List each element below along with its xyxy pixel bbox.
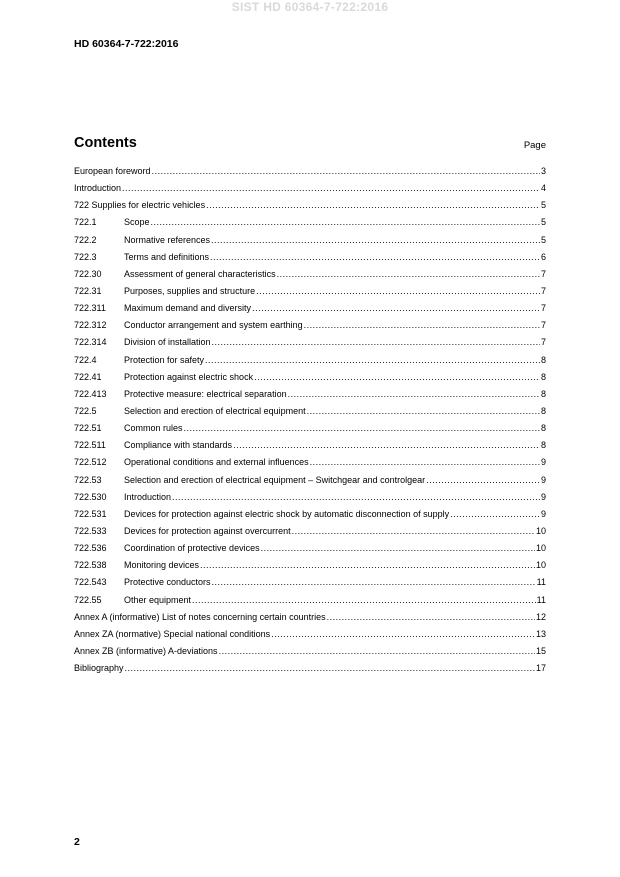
- toc-entry-page: 13: [535, 628, 546, 639]
- toc-dot-leader: [256, 286, 540, 297]
- toc-dot-leader: [252, 303, 540, 314]
- toc-entry-page: 5: [540, 234, 546, 245]
- toc-entry[interactable]: [74, 595, 546, 612]
- toc-entry-title: Devices for protection against overcurrent: [124, 525, 291, 536]
- toc-entry-page: 8: [540, 440, 546, 451]
- toc-entry-number: 722.530: [74, 491, 107, 502]
- toc-entry-title: Scope: [124, 217, 150, 228]
- contents-title: Contents: [74, 135, 137, 151]
- toc-entry-page: 12: [535, 611, 546, 622]
- toc-entry[interactable]: [74, 200, 546, 217]
- toc-dot-leader: [172, 492, 540, 503]
- toc-entry-title: Protective conductors: [124, 577, 211, 588]
- toc-entry-title: Maximum demand and diversity: [124, 303, 252, 314]
- toc-entry-number: 722.311: [74, 303, 106, 314]
- toc-entry-page: 7: [540, 268, 546, 279]
- toc-entry-number: 722.41: [74, 371, 102, 382]
- toc-entry[interactable]: [74, 509, 546, 526]
- toc-entry[interactable]: [74, 440, 546, 457]
- toc-dot-leader: [261, 543, 535, 554]
- toc-entry-page: 7: [540, 303, 546, 314]
- page-number: 2: [74, 836, 80, 848]
- toc-dot-leader: [277, 269, 540, 280]
- toc-entry-number: 722.531: [74, 508, 107, 519]
- toc-entry-number: 722.511: [74, 440, 106, 451]
- toc-entry-title: Introduction: [74, 183, 122, 194]
- toc-entry[interactable]: [74, 303, 546, 320]
- toc-entry-number: 722.533: [74, 525, 107, 536]
- toc-entry-title: Terms and definitions: [124, 251, 210, 262]
- toc-dot-leader: [206, 200, 540, 211]
- toc-entry-number: 722.5: [74, 405, 97, 416]
- toc-entry-number: 722.538: [74, 560, 107, 571]
- toc-entry-title: Monitoring devices: [124, 560, 200, 571]
- toc-entry-number: 722.53: [74, 474, 102, 485]
- toc-entry-title: Selection and erection of electrical equipment – Switchgear and controlgear: [124, 474, 426, 485]
- toc-entry-title: European foreword: [74, 166, 151, 176]
- toc-entry[interactable]: [74, 646, 546, 663]
- toc-entry-title: Division of installation: [124, 337, 211, 348]
- toc-entry-title: Protection for safety: [124, 354, 205, 365]
- toc-entry-number: 722.55: [74, 594, 102, 605]
- toc-entry-page: 17: [535, 663, 546, 674]
- toc-entry[interactable]: [74, 355, 546, 372]
- table-of-contents: [74, 166, 546, 680]
- toc-dot-leader: [212, 577, 536, 588]
- toc-entry[interactable]: [74, 337, 546, 354]
- toc-entry-page: 5: [540, 200, 546, 211]
- toc-dot-leader: [151, 217, 540, 228]
- toc-entry[interactable]: [74, 577, 546, 594]
- toc-entry-number: 722.30: [74, 268, 102, 279]
- toc-entry-title: Annex A (informative) List of notes concerning certain countries: [74, 611, 326, 622]
- toc-entry-number: 722.1: [74, 217, 97, 228]
- toc-entry-page: 10: [535, 560, 546, 571]
- toc-entry[interactable]: [74, 543, 546, 560]
- toc-entry-page: 5: [540, 217, 546, 228]
- toc-dot-leader: [205, 355, 540, 366]
- toc-dot-leader: [450, 509, 540, 520]
- toc-entry[interactable]: [74, 252, 546, 269]
- toc-entry-page: 15: [535, 645, 546, 656]
- toc-entry-page: 6: [540, 251, 546, 262]
- toc-entry-title: Compliance with standards: [124, 440, 233, 451]
- toc-dot-leader: [122, 183, 540, 194]
- toc-entry-title: Other equipment: [124, 594, 192, 605]
- toc-entry-title: 722 Supplies for electric vehicles: [74, 200, 206, 211]
- toc-entry[interactable]: [74, 183, 546, 200]
- page-column-heading: Page: [523, 140, 546, 151]
- toc-entry-page: 9: [540, 457, 546, 468]
- toc-dot-leader: [304, 320, 540, 331]
- toc-entry-number: 722.3: [74, 251, 97, 262]
- toc-entry-page: 8: [540, 423, 546, 434]
- toc-entry[interactable]: [74, 166, 546, 183]
- toc-entry[interactable]: [74, 457, 546, 474]
- toc-entry-title: Coordination of protective devices: [124, 543, 260, 554]
- toc-entry-number: 722.314: [74, 337, 107, 348]
- toc-dot-leader: [211, 235, 540, 246]
- toc-entry-number: 722.512: [74, 457, 107, 468]
- toc-entry-page: 3: [540, 166, 546, 176]
- toc-dot-leader: [184, 423, 540, 434]
- toc-entry-title: Protection against electric shock: [124, 371, 254, 382]
- toc-entry-number: 722.413: [74, 388, 107, 399]
- toc-entry-title: Assessment of general characteristics: [124, 268, 276, 279]
- toc-entry-page: 8: [540, 371, 546, 382]
- toc-entry-page: 8: [540, 354, 546, 365]
- toc-entry-title: Annex ZA (normative) Special national conditions: [74, 628, 271, 639]
- toc-entry-title: Introduction: [124, 491, 172, 502]
- toc-entry-page: 11: [536, 577, 546, 588]
- toc-entry[interactable]: [74, 217, 546, 234]
- toc-entry-page: 10: [535, 543, 546, 554]
- toc-dot-leader: [254, 372, 540, 383]
- toc-entry[interactable]: [74, 372, 546, 389]
- toc-dot-leader: [327, 612, 535, 623]
- toc-entry[interactable]: [74, 406, 546, 423]
- toc-dot-leader: [292, 526, 535, 537]
- toc-entry-page: 8: [540, 405, 546, 416]
- toc-dot-leader: [125, 663, 535, 674]
- toc-entry-number: 722.4: [74, 354, 97, 365]
- toc-entry-title: Operational conditions and external influences: [124, 457, 309, 468]
- toc-dot-leader: [233, 440, 540, 451]
- toc-dot-leader: [210, 252, 540, 263]
- toc-entry-title: Protective measure: electrical separation: [124, 388, 287, 399]
- watermark: SIST HD 60364-7-722:2016: [231, 0, 389, 14]
- toc-entry-page: 7: [540, 285, 546, 296]
- toc-entry-title: Devices for protection against electric shock by automatic disconnection of supply: [124, 508, 450, 519]
- toc-dot-leader: [310, 457, 540, 468]
- toc-entry[interactable]: [74, 423, 546, 440]
- toc-entry-page: 9: [540, 474, 546, 485]
- toc-entry-number: 722.543: [74, 577, 107, 588]
- toc-entry[interactable]: [74, 320, 546, 337]
- toc-entry-page: 11: [536, 594, 546, 605]
- toc-entry-page: 8: [540, 388, 546, 399]
- toc-entry-number: 722.51: [74, 423, 102, 434]
- toc-entry-page: 9: [540, 508, 546, 519]
- toc-entry-number: 722.31: [74, 285, 102, 296]
- toc-entry[interactable]: [74, 389, 546, 406]
- toc-entry[interactable]: [74, 629, 546, 646]
- toc-entry[interactable]: [74, 269, 546, 286]
- toc-entry[interactable]: [74, 663, 546, 680]
- toc-entry-title: Conductor arrangement and system earthing: [124, 320, 303, 331]
- toc-entry[interactable]: [74, 235, 546, 252]
- toc-dot-leader: [152, 166, 540, 177]
- toc-entry-title: Common rules: [124, 423, 183, 434]
- toc-dot-leader: [200, 560, 535, 571]
- toc-entry[interactable]: [74, 286, 546, 303]
- document-code: HD 60364-7-722:2016: [74, 38, 179, 50]
- toc-entry-page: 4: [540, 183, 546, 194]
- toc-entry[interactable]: [74, 475, 546, 492]
- toc-entry-page: 7: [540, 320, 546, 331]
- toc-dot-leader: [426, 475, 540, 486]
- toc-dot-leader: [212, 337, 540, 348]
- toc-entry-title: Bibliography: [74, 663, 124, 674]
- toc-entry-number: 722.312: [74, 320, 107, 331]
- toc-entry-page: 10: [535, 525, 546, 536]
- toc-entry[interactable]: [74, 492, 546, 509]
- toc-entry-title: Normative references: [124, 234, 211, 245]
- toc-dot-leader: [219, 646, 535, 657]
- toc-entry-title: Purposes, supplies and structure: [124, 285, 256, 296]
- toc-entry[interactable]: [74, 560, 546, 577]
- toc-dot-leader: [307, 406, 540, 417]
- toc-dot-leader: [192, 595, 536, 606]
- toc-entry-number: 722.536: [74, 543, 107, 554]
- toc-entry-number: 722.2: [74, 234, 97, 245]
- toc-entry-page: 7: [540, 337, 546, 348]
- toc-entry-title: Selection and erection of electrical equipment: [124, 405, 306, 416]
- toc-entry-title: Annex ZB (informative) A-deviations: [74, 645, 218, 656]
- toc-dot-leader: [288, 389, 540, 400]
- toc-entry[interactable]: [74, 612, 546, 629]
- toc-entry[interactable]: [74, 526, 546, 543]
- toc-dot-leader: [271, 629, 535, 640]
- toc-entry-page: 9: [540, 491, 546, 502]
